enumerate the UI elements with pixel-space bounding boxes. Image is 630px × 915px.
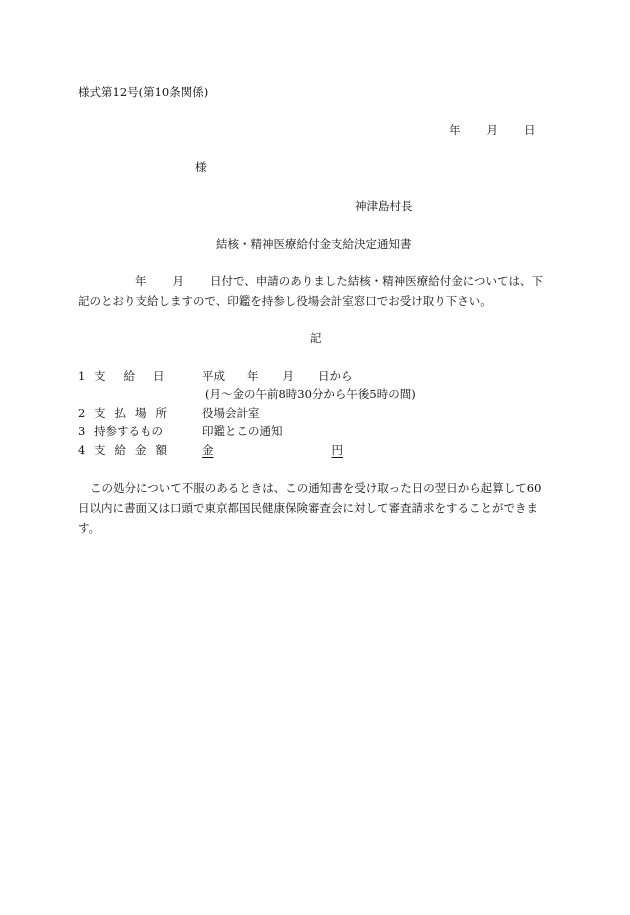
- item-1-number: 1: [78, 369, 86, 383]
- item-2-label-char: 場: [135, 406, 147, 420]
- item-2-label-char: 支: [94, 406, 106, 420]
- item-2-label-char: 払: [114, 406, 126, 420]
- item-4-label-char: 金: [135, 443, 147, 457]
- item-4-prefix: 金: [202, 443, 214, 457]
- addressee-suffix: 様: [195, 160, 207, 174]
- item-2-label: [94, 405, 167, 421]
- notice-line-2: 日以内に書面又は口頭で東京都国民健康保険審査会に対して審査請求をすることができま: [78, 501, 538, 515]
- date-line: [449, 122, 536, 138]
- item-1-month: 月: [282, 369, 294, 383]
- item-4-number: 4: [78, 443, 86, 457]
- item-4-label-char: 支: [94, 443, 106, 457]
- item-3-value: 印鑑とこの通知: [202, 424, 283, 438]
- item-4-suffix: 円: [331, 443, 343, 457]
- date-year: 年: [449, 123, 461, 137]
- item-2-label-char: 所: [155, 406, 167, 420]
- item-3-label: 持参するもの: [94, 424, 163, 438]
- item-4-amount-field: [202, 442, 343, 458]
- ki-heading: 記: [310, 331, 322, 345]
- form-number: 様式第12号(第10条関係): [78, 85, 209, 99]
- document-title: 結核・精神医療給付金支給決定通知書: [216, 237, 412, 251]
- item-4-label-char: 額: [155, 443, 167, 457]
- issuer: 神津島村長: [355, 199, 413, 213]
- item-1-label: [94, 368, 165, 384]
- body-year: 年: [135, 274, 147, 288]
- item-1-era: 平成: [202, 369, 225, 383]
- body-month: 月: [172, 274, 184, 288]
- item-4-label: [94, 442, 167, 458]
- item-1-label-char: 給: [123, 369, 135, 383]
- notice-line-1: この処分について不服のあるときは、この通知書を受け取った日の翌日から起算して60: [90, 481, 542, 495]
- date-day: 日: [524, 123, 536, 137]
- item-1-label-char: 日: [153, 369, 165, 383]
- item-1-value: [202, 368, 353, 384]
- item-2-value: 役場会計室: [202, 406, 260, 420]
- item-1-label-char: 支: [94, 369, 106, 383]
- item-1-from: 日から: [318, 369, 353, 383]
- body-line-1: [135, 273, 543, 289]
- item-2-number: 2: [78, 406, 86, 420]
- notice-line-3: す。: [78, 521, 101, 535]
- item-1-note: (月～金の午前8時30分から午後5時の間): [205, 387, 416, 401]
- body-line-2: 記のとおり支給しますので、印鑑を持参し役場会計室窓口でお受け取り下さい。: [78, 294, 492, 308]
- item-4-label-char: 給: [114, 443, 126, 457]
- item-1-year: 年: [247, 369, 259, 383]
- item-3-number: 3: [78, 424, 86, 438]
- body-line-1-rest: 日付で、申請のありました結核・精神医療給付金については、下: [210, 274, 544, 288]
- date-month: 月: [486, 123, 498, 137]
